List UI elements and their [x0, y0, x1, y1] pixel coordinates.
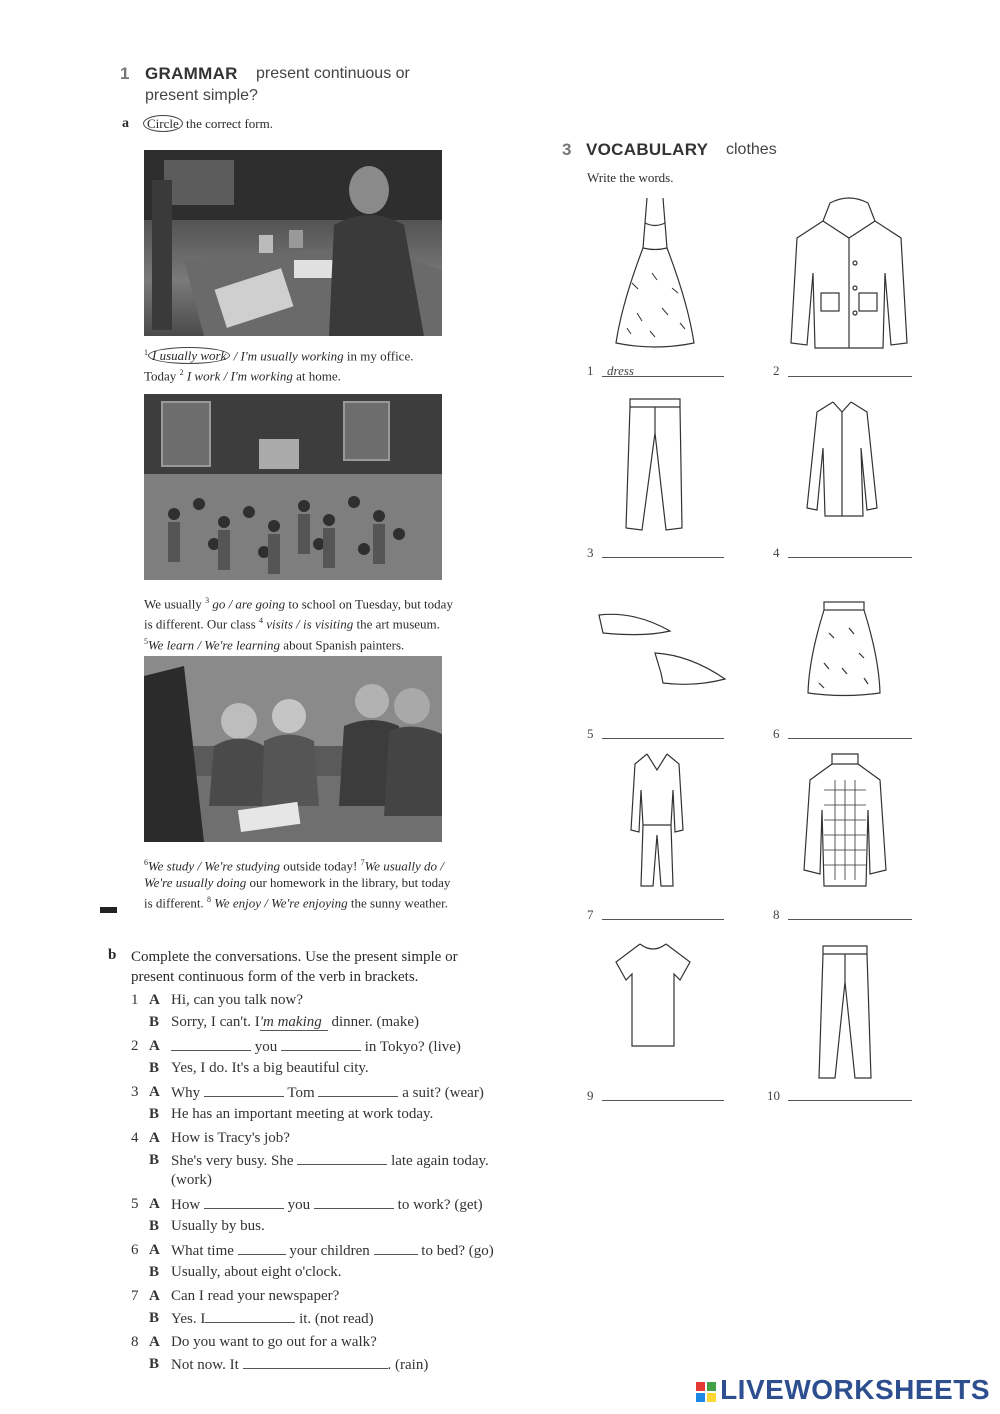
answer-example[interactable]: 'm making [260, 1014, 328, 1031]
caption-1-text-3: at home. [296, 368, 341, 384]
suit-drawing [627, 750, 687, 890]
answer-blank[interactable] [238, 1242, 286, 1255]
line-a-text: to work? (get) [397, 1197, 483, 1213]
line-b: Usually by bus. [171, 1218, 265, 1234]
speaker-b: B [149, 1060, 160, 1076]
speaker-b: B [149, 1218, 160, 1234]
line-a-text: Tom [287, 1085, 315, 1101]
caption-3-option-6[interactable]: We study / We're studying [148, 858, 281, 874]
trousers-drawing [620, 393, 690, 533]
line-b-text: Yes. I [171, 1311, 206, 1327]
answer-blank[interactable] [205, 1310, 295, 1323]
caption-2-num-5: 5 [144, 636, 148, 646]
answer-blank[interactable] [204, 1084, 284, 1097]
caption-1 [144, 344, 464, 385]
line-a-text: to bed? (go) [421, 1243, 494, 1259]
vocab-number: 7 [587, 907, 594, 922]
vocab-number: 9 [587, 1088, 594, 1103]
conversation-list [131, 992, 531, 1382]
speaker-a: A [149, 1288, 160, 1304]
caption-3-option-8[interactable]: We enjoy / We're enjoying [214, 895, 348, 911]
item-number: 5 [131, 1196, 139, 1212]
part-b-instruction-line1: Complete the conversations. Use the present simple or [131, 949, 458, 965]
margin-marker [100, 907, 117, 913]
caption-3-num-6: 6 [144, 858, 148, 867]
caption-1-num-2: 2 [179, 368, 184, 378]
vocab-number: 4 [773, 545, 780, 560]
line-a: Can I read your newspaper? [171, 1288, 340, 1304]
section1-subtitle-line1: present continuous or [256, 65, 410, 82]
conversation-item [131, 1242, 531, 1286]
line-b-text: Sorry, I can't. I [171, 1014, 260, 1030]
t-shirt-drawing [612, 940, 694, 1050]
vocab-answer-line[interactable] [788, 919, 912, 920]
speaker-a: A [149, 1334, 160, 1350]
answer-blank[interactable] [204, 1196, 284, 1209]
line-a: Do you want to go out for a walk? [171, 1334, 377, 1350]
item-number: 3 [131, 1084, 139, 1100]
vocab-answer-line[interactable] [602, 1100, 724, 1101]
line-a-text: in Tokyo? (live) [364, 1039, 461, 1055]
line-b: He has an important meeting at work today. [171, 1106, 434, 1122]
speaker-a: A [149, 1130, 160, 1146]
vocab-number: 1 [587, 363, 594, 378]
caption-1-text-2: Today [144, 368, 177, 384]
caption-3-option-7b[interactable]: We're usually doing [144, 875, 247, 891]
photo-man-working-laptop [144, 150, 442, 336]
part-b-letter: b [108, 947, 117, 963]
speaker-a: A [149, 1038, 160, 1054]
part-a-letter: a [122, 116, 129, 131]
line-b: Yes, I do. It's a big beautiful city. [171, 1060, 369, 1076]
caption-1-text-1: in my office. [346, 348, 414, 364]
section1-subtitle-line2: present simple? [145, 87, 258, 104]
section1-number: 1 [120, 64, 130, 83]
photo-class-at-museum [144, 394, 442, 580]
vocab-answer-line[interactable] [602, 738, 724, 739]
speaker-b: B [149, 1152, 160, 1168]
vocab-number: 6 [773, 726, 780, 741]
part-b-instruction [131, 947, 458, 987]
caption-2-text-5: about Spanish painters. [283, 636, 405, 652]
line-a-text: you [254, 1039, 278, 1055]
logo-mark-icon [696, 1382, 716, 1402]
line-b [171, 1014, 419, 1031]
answer-blank[interactable] [318, 1084, 398, 1097]
line-a-text: What time [171, 1243, 234, 1259]
caption-2-option-5[interactable]: We learn / We're learning [148, 636, 281, 652]
line-b [171, 1310, 374, 1328]
vocab-number: 10 [767, 1088, 780, 1103]
vocab-answer-example[interactable]: dress [607, 363, 634, 378]
part-a-instruction [143, 116, 273, 132]
line-a: Hi, can you talk now? [171, 992, 304, 1008]
caption-2-text-2: to school on Tuesday, but today [288, 596, 453, 612]
conversation-item [131, 1288, 531, 1332]
conversation-item [131, 1038, 531, 1082]
line-a-text: a suit? (wear) [402, 1085, 484, 1101]
line-b [171, 1152, 489, 1170]
speaker-b: B [149, 1106, 160, 1122]
line-a-text: How [171, 1197, 201, 1213]
line-a-text: your children [289, 1243, 370, 1259]
item-number: 4 [131, 1130, 139, 1146]
part-a-instruction-rest: the correct form. [186, 116, 273, 131]
part-b-instruction-line2: present continuous form of the verb in brackets. [131, 969, 419, 985]
liveworksheets-logo[interactable] [696, 1374, 990, 1406]
item-number: 2 [131, 1038, 139, 1054]
answer-blank[interactable] [171, 1038, 251, 1051]
item-number: 1 [131, 992, 139, 1008]
caption-2-text-1: We usually [144, 596, 202, 612]
speaker-a: A [149, 1084, 160, 1100]
speaker-a: A [149, 1196, 160, 1212]
line-b-text: Not now. It [171, 1357, 239, 1373]
caption-3-option-7a[interactable]: We usually do / [364, 858, 444, 874]
caption-3-text-1: outside today! [283, 858, 358, 874]
caption-2-num-4: 4 [258, 616, 263, 626]
vocab-number: 3 [587, 545, 594, 560]
sweater-drawing [800, 750, 890, 890]
shirt-drawing [803, 398, 881, 520]
vocab-answer-line[interactable] [602, 557, 724, 558]
conversation-item [131, 1334, 531, 1378]
item-number: 7 [131, 1288, 139, 1304]
speaker-b: B [149, 1264, 160, 1280]
line-a-text: Why [171, 1085, 201, 1101]
section3-subtitle: clothes [726, 141, 777, 158]
conversation-item [131, 1196, 531, 1240]
vocab-answer-line[interactable] [788, 738, 912, 739]
vocab-number: 5 [587, 726, 594, 741]
line-a [171, 1196, 483, 1214]
answer-blank[interactable] [243, 1356, 388, 1369]
caption-1-option-1b[interactable]: / I'm usually working [233, 348, 344, 364]
line-a [171, 1242, 494, 1260]
skirt-drawing [804, 598, 884, 698]
section3-title: VOCABULARY [586, 140, 709, 159]
trousers-2-drawing [815, 942, 875, 1082]
conversation-item [131, 1130, 531, 1194]
circle-word: Circle [143, 115, 183, 132]
speaker-b: B [149, 1310, 160, 1326]
caption-3-text-3: is different. [144, 895, 204, 911]
section1-title: GRAMMAR [145, 64, 238, 83]
caption-2 [144, 592, 484, 653]
answer-blank[interactable] [297, 1152, 387, 1165]
photo-students-in-park [144, 656, 442, 842]
vocab-answer-line[interactable] [788, 1100, 912, 1101]
section3-number: 3 [562, 140, 572, 159]
conversation-item [131, 1084, 531, 1128]
vocab-answer-line[interactable] [788, 557, 912, 558]
caption-3 [144, 854, 484, 912]
conversation-item [131, 992, 531, 1036]
line-b-text: . (rain) [387, 1357, 429, 1373]
speaker-a: A [149, 1242, 160, 1258]
caption-2-option-4[interactable]: visits / is visiting [266, 616, 354, 632]
caption-1-num-1: 1 [144, 348, 148, 357]
caption-2-text-4: the art museum. [356, 616, 440, 632]
line-a-text: you [287, 1197, 311, 1213]
caption-3-text-2: our homework in the library, but today [249, 875, 451, 891]
line-a: How is Tracy's job? [171, 1130, 290, 1146]
vocab-answer-line[interactable] [602, 376, 724, 377]
caption-3-num-8: 8 [206, 895, 211, 905]
vocab-number: 8 [773, 907, 780, 922]
answer-blank[interactable] [281, 1038, 361, 1051]
speaker-b: B [149, 1356, 160, 1372]
logo-text: LIVEWORKSHEETS [720, 1374, 990, 1405]
line-b [171, 1356, 428, 1374]
caption-1-option-2[interactable]: I work / I'm working [186, 368, 293, 384]
line-a [171, 1038, 461, 1056]
shoes-drawing [595, 603, 730, 693]
speaker-b: B [149, 1014, 160, 1030]
item-number: 8 [131, 1334, 139, 1350]
caption-2-num-3: 3 [205, 596, 210, 605]
vocab-number: 2 [773, 363, 780, 378]
jacket-drawing [785, 193, 913, 353]
line-a [171, 1084, 484, 1102]
line-b-text: it. (not read) [299, 1311, 374, 1327]
answer-blank[interactable] [374, 1242, 418, 1255]
speaker-a: A [149, 992, 160, 1008]
caption-3-num-7: 7 [360, 858, 365, 867]
vocab-answer-line[interactable] [788, 376, 912, 377]
line-b-text-post: dinner. (make) [331, 1014, 419, 1030]
caption-2-option-3[interactable]: go / are going [212, 596, 286, 612]
caption-2-text-3: is different. Our class [144, 616, 256, 632]
answer-blank[interactable] [314, 1196, 394, 1209]
vocab-answer-line[interactable] [602, 919, 724, 920]
line-b: Usually, about eight o'clock. [171, 1264, 342, 1280]
caption-1-option-1a[interactable]: I usually work [148, 347, 230, 364]
line-b-text: She's very busy. She [171, 1153, 294, 1169]
item-number: 6 [131, 1242, 139, 1258]
line-b-cont: (work) [171, 1172, 212, 1188]
line-b-text: late again today. [391, 1153, 489, 1169]
dress-drawing [612, 193, 698, 348]
section3-instruction: Write the words. [587, 170, 674, 185]
caption-3-text-4: the sunny weather. [350, 895, 449, 911]
